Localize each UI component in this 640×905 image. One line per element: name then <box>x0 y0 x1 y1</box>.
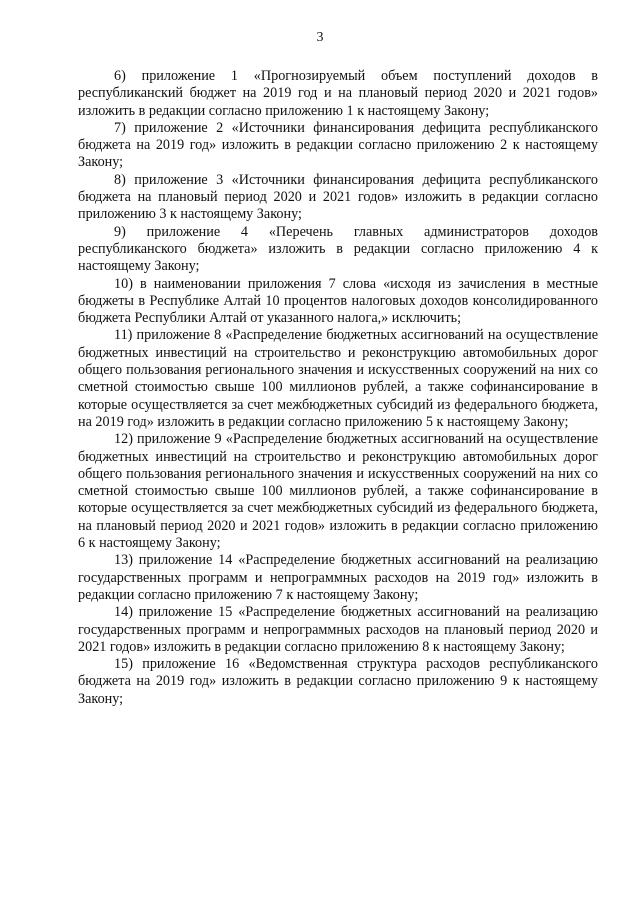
paragraph-item-10: 10) в наименовании приложения 7 слова «исходя из зачисления в местные бюджеты в Республике Алтай 10 процентов налоговых доходов консолидированного бюджета Республики Алтай от указанного налога,» исключить; <box>78 275 598 327</box>
paragraph-item-12: 12) приложение 9 «Распределение бюджетных ассигнований на осуществление бюджетных инвестиций на строительство и реконструкцию автомобильных дорог общего пользования регионального значения и искусственных сооружений на них со сметной стоимостью свыше 100 миллионов рублей, а также софинансирование в которые осуществляется за счет межбюджетных субсидий из федерального бюджета, на плановый период 2020 и 2021 годов» изложить в редакции согласно приложению 6 к настоящему Закону; <box>78 431 598 552</box>
paragraph-item-7: 7) приложение 2 «Источники финансирования дефицита республиканского бюджета на 2019 год» изложить в редакции согласно приложению 2 к настоящему Закону; <box>78 119 598 171</box>
paragraph-item-6: 6) приложение 1 «Прогнозируемый объем поступлений доходов в республиканский бюджет на 2019 год и на плановый период 2020 и 2021 годов» изложить в редакции согласно приложению 1 к настоящему Закону; <box>78 68 598 119</box>
paragraph-item-11: 11) приложение 8 «Распределение бюджетных ассигнований на осуществление бюджетных инвестиций на строительство и реконструкцию автомобильных дорог общего пользования регионального значения и искусственных сооружений на них со сметной стоимостью свыше 100 миллионов рублей, а также софинансирование в которые осуществляется за счет межбюджетных субсидий из федерального бюджета, на 2019 год» изложить в редакции согласно приложению 5 к настоящему Закону; <box>78 327 598 430</box>
paragraph-item-8: 8) приложение 3 «Источники финансирования дефицита республиканского бюджета на плановый период 2020 и 2021 годов» изложить в редакции согласно приложению 3 к настоящему Закону; <box>78 171 598 223</box>
document-body <box>78 68 598 708</box>
paragraph-item-13: 13) приложение 14 «Распределение бюджетных ассигнований на реализацию государственных программ и непрограммных расходов на 2019 год» изложить в редакции согласно приложению 7 к настоящему Закону; <box>78 552 598 603</box>
page-number: 3 <box>316 30 324 45</box>
paragraph-item-15: 15) приложение 16 «Ведомственная структура расходов республиканского бюджета на 2019 год» изложить в редакции согласно приложению 9 к настоящему Закону; <box>78 656 598 707</box>
paragraph-item-14: 14) приложение 15 «Распределение бюджетных ассигнований на реализацию государственных программ и непрограммных расходов на плановый период 2020 и 2021 годов» изложить в редакции согласно приложению 8 к настоящему Закону; <box>78 604 598 655</box>
paragraph-item-9: 9) приложение 4 «Перечень главных администраторов доходов республиканского бюджета» изложить в редакции согласно приложению 4 к настоящему Закону; <box>78 223 598 275</box>
